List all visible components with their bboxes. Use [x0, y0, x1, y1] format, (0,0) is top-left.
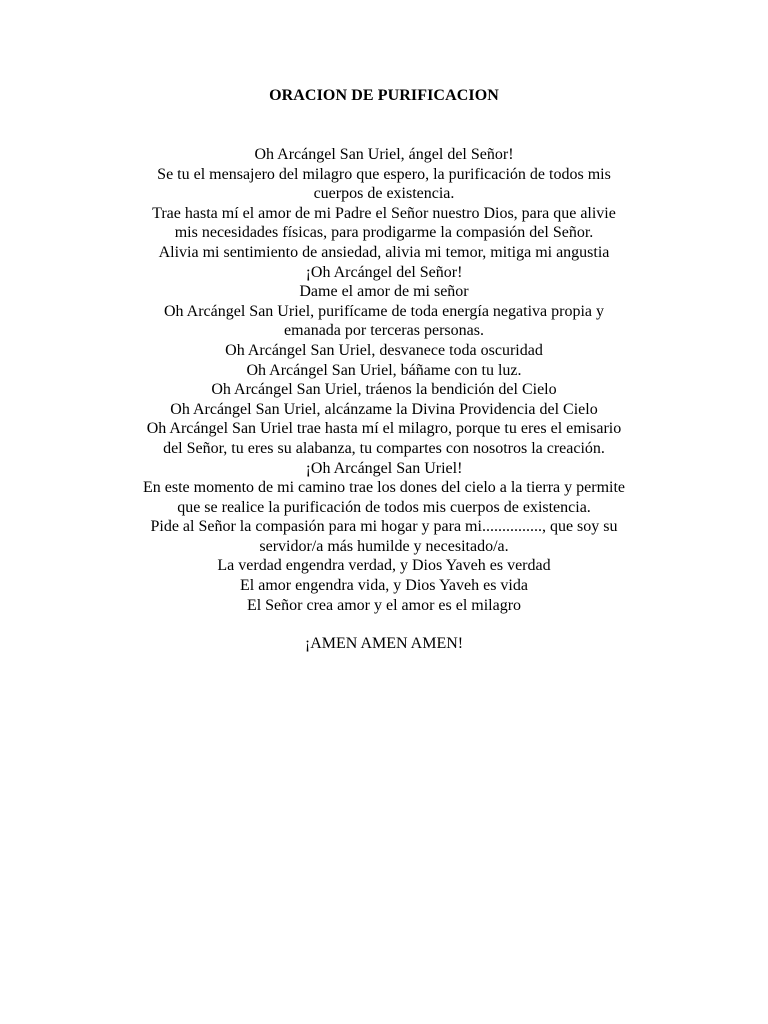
prayer-line: El Señor crea amor y el amor es el milagro: [246, 596, 522, 614]
prayer-line: cuerpos de existencia.: [313, 185, 455, 203]
prayer-line: Trae hasta mí el amor de mi Padre el Señor nuestro Dios, para que alivie: [152, 204, 616, 222]
document-title: ORACION DE PURIFICACION: [269, 87, 499, 104]
prayer-line: ¡Oh Arcángel San Uriel!: [305, 459, 463, 477]
prayer-line: El amor engendra vida, y Dios Yaveh es vida: [240, 577, 528, 595]
prayer-line: Pide al Señor la compasión para mi hogar y para mi..............., que soy su: [150, 518, 618, 536]
prayer-body: [84, 145, 684, 615]
prayer-line: del Señor, tu eres su alabanza, tu compartes con nosotros la creación.: [163, 439, 605, 457]
closing-amen: ¡AMEN AMEN AMEN!: [304, 635, 464, 652]
prayer-line: servidor/a más humilde y necesitado/a.: [259, 537, 509, 555]
prayer-line: ¡Oh Arcángel del Señor!: [305, 263, 463, 281]
prayer-line: En este momento de mi camino trae los dones del cielo a la tierra y permite: [142, 479, 626, 497]
prayer-line: mis necesidades físicas, para prodigarme la compasión del Señor.: [174, 224, 594, 242]
prayer-line: Oh Arcángel San Uriel trae hasta mí el milagro, porque tu eres el emisario: [146, 420, 622, 438]
prayer-line: Alivia mi sentimiento de ansiedad, alivia mi temor, mitiga mi angustia: [158, 243, 610, 261]
prayer-line: Oh Arcángel San Uriel, báñame con tu luz.: [246, 361, 522, 379]
prayer-line: que se realice la purificación de todos mis cuerpos de existencia.: [177, 498, 591, 516]
prayer-line: Se tu el mensajero del milagro que espero, la purificación de todos mis: [157, 165, 611, 183]
prayer-line: Oh Arcángel San Uriel, ángel del Señor!: [254, 146, 514, 163]
prayer-line: Oh Arcángel San Uriel, tráenos la bendición del Cielo: [211, 381, 557, 399]
prayer-line: Oh Arcángel San Uriel, alcánzame la Divina Providencia del Cielo: [170, 400, 598, 418]
prayer-line: Oh Arcángel San Uriel, purifícame de toda energía negativa propia y: [164, 302, 604, 320]
prayer-line: La verdad engendra verdad, y Dios Yaveh es verdad: [217, 557, 551, 575]
prayer-line: Dame el amor de mi señor: [299, 283, 469, 301]
prayer-line: Oh Arcángel San Uriel, desvanece toda oscuridad: [225, 341, 543, 359]
prayer-line: emanada por terceras personas.: [284, 322, 484, 340]
